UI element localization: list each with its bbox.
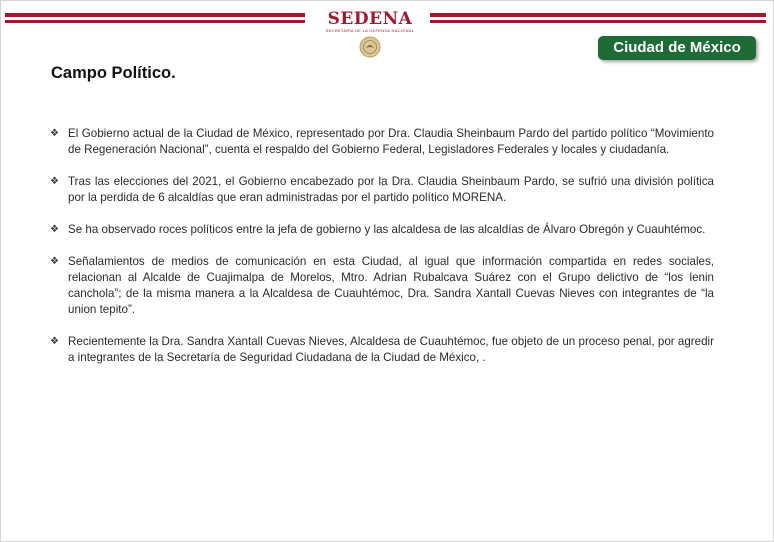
list-item [50,254,714,318]
diamond-bullet-icon: ❖ [50,224,59,235]
logo-subtext: SECRETARÍA DE LA DEFENSA NACIONAL [325,28,415,33]
city-badge: Ciudad de México [598,36,756,60]
list-item [50,334,714,366]
header-stripe-right [430,13,766,23]
bullet-list [50,126,714,382]
bullet-text: Recientemente la Dra. Sandra Xantall Cuevas Nieves, Alcaldesa de Cuauhtémoc, fue objeto de un proceso penal, por agredir a integrantes de la Secretaría de Seguridad Ciudadana de la Ciudad de México, . [68,335,714,364]
diamond-bullet-icon: ❖ [50,336,59,347]
diamond-bullet-icon: ❖ [50,176,59,187]
sedena-logo [318,10,422,58]
list-item [50,174,714,206]
list-item [50,222,714,238]
eagle-seal-icon [359,36,381,58]
page-title: Campo Político. [51,64,176,82]
diamond-bullet-icon: ❖ [50,256,59,267]
bullet-text: Tras las elecciones del 2021, el Gobierno encabezado por la Dra. Claudia Sheinbaum Pardo, se sufrió una división política por la perdida de 6 alcaldías que eran administradas por el partido político MORENA. [68,175,714,204]
list-item [50,126,714,158]
header-stripe-left [5,13,305,23]
diamond-bullet-icon: ❖ [50,128,59,139]
bullet-text: Señalamientos de medios de comunicación en esta Ciudad, al igual que información compartida en redes sociales, relacionan al Alcalde de Cuajimalpa de Morelos, Mtro. Adrian Rubalcava Suárez con el Grupo delictivo de “los lenin canchola”; de la misma manera a la Alcaldesa de Cuauhtémoc, Dra. Sandra Xantall Cuevas Nieves con integrantes de “la union tepito”. [68,255,714,316]
bullet-text: Se ha observado roces políticos entre la jefa de gobierno y las alcaldesa de las alcaldías de Álvaro Obregón y Cuauhtémoc. [68,223,706,236]
logo-text: SEDENA [327,9,413,29]
bullet-text: El Gobierno actual de la Ciudad de México, representado por Dra. Claudia Sheinbaum Pardo del partido político “Movimiento de Regeneración Nacional”, cuenta el respaldo del Gobierno Federal, Legisladores Federales y locales y ciudadanía. [68,127,714,156]
